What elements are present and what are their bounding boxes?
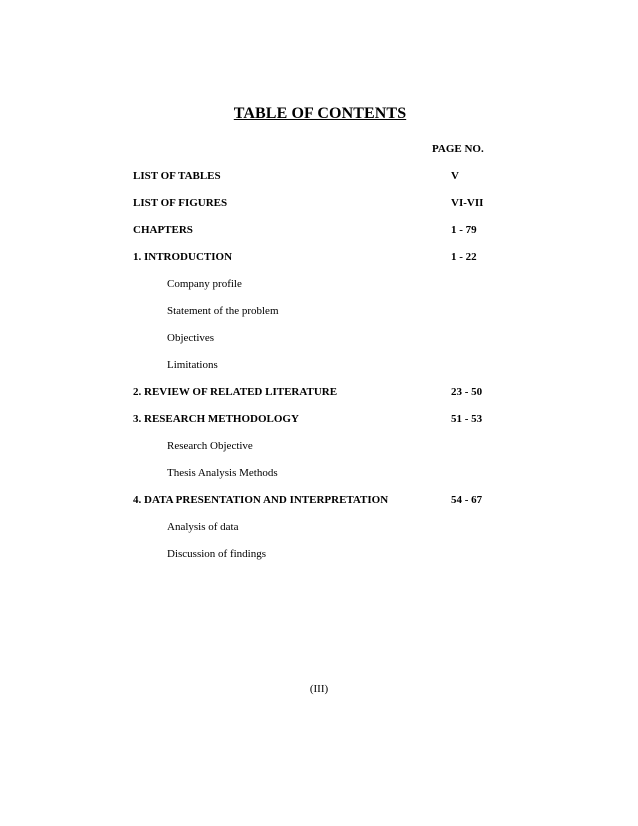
toc-entry-label: Limitations — [167, 359, 218, 371]
toc-entry-introduction — [0, 251, 638, 267]
toc-entry-label: CHAPTERS — [133, 224, 193, 236]
toc-entry-list-of-tables — [0, 170, 638, 186]
toc-entry-label: Analysis of data — [167, 521, 239, 533]
toc-entry-pages: 54 - 67 — [451, 494, 483, 506]
toc-entry-list-of-figures — [0, 197, 638, 213]
toc-entry-pages: 1 - 22 — [451, 251, 477, 263]
toc-entry-pages: 1 - 79 — [451, 224, 477, 236]
toc-subentry-thesis-analysis-methods — [0, 467, 638, 483]
toc-entry-label: Research Objective — [167, 440, 253, 452]
page-no-column-header: PAGE NO. — [432, 143, 484, 155]
toc-subentry-objectives — [0, 332, 638, 348]
toc-entry-pages: V — [451, 170, 459, 182]
toc-entry-label: 1. INTRODUCTION — [133, 251, 233, 263]
toc-entry-label: 3. RESEARCH METHODOLOGY — [133, 413, 299, 425]
toc-entry-data-presentation — [0, 494, 638, 510]
toc-entry-research-methodology — [0, 413, 638, 429]
toc-subentry-research-objective — [0, 440, 638, 456]
toc-entry-label: Discussion of findings — [167, 548, 266, 560]
toc-subentry-analysis-of-data — [0, 521, 638, 537]
toc-entry-label: Statement of the problem — [167, 305, 279, 317]
toc-entry-review-of-literature — [0, 386, 638, 402]
toc-entry-label: LIST OF FIGURES — [133, 197, 228, 209]
toc-subentry-discussion-of-findings — [0, 548, 638, 564]
toc-entry-label: 4. DATA PRESENTATION AND INTERPRETATION — [133, 494, 389, 506]
toc-entry-label: 2. REVIEW OF RELATED LITERATURE — [133, 386, 338, 398]
toc-entry-pages: 23 - 50 — [451, 386, 483, 398]
toc-subentry-limitations — [0, 359, 638, 375]
toc-title: TABLE OF CONTENTS — [233, 105, 407, 122]
toc-entry-label: Company profile — [167, 278, 242, 290]
toc-subentry-company-profile — [0, 278, 638, 294]
toc-entry-chapters — [0, 224, 638, 240]
toc-entry-label: Thesis Analysis Methods — [167, 467, 278, 479]
toc-entry-label: Objectives — [167, 332, 215, 344]
toc-entry-pages: VI-VII — [451, 197, 484, 209]
toc-entry-pages: 51 - 53 — [451, 413, 483, 425]
page-number-footer: (III) — [309, 683, 329, 695]
toc-subentry-statement-of-problem — [0, 305, 638, 321]
toc-entry-label: LIST OF TABLES — [133, 170, 221, 182]
